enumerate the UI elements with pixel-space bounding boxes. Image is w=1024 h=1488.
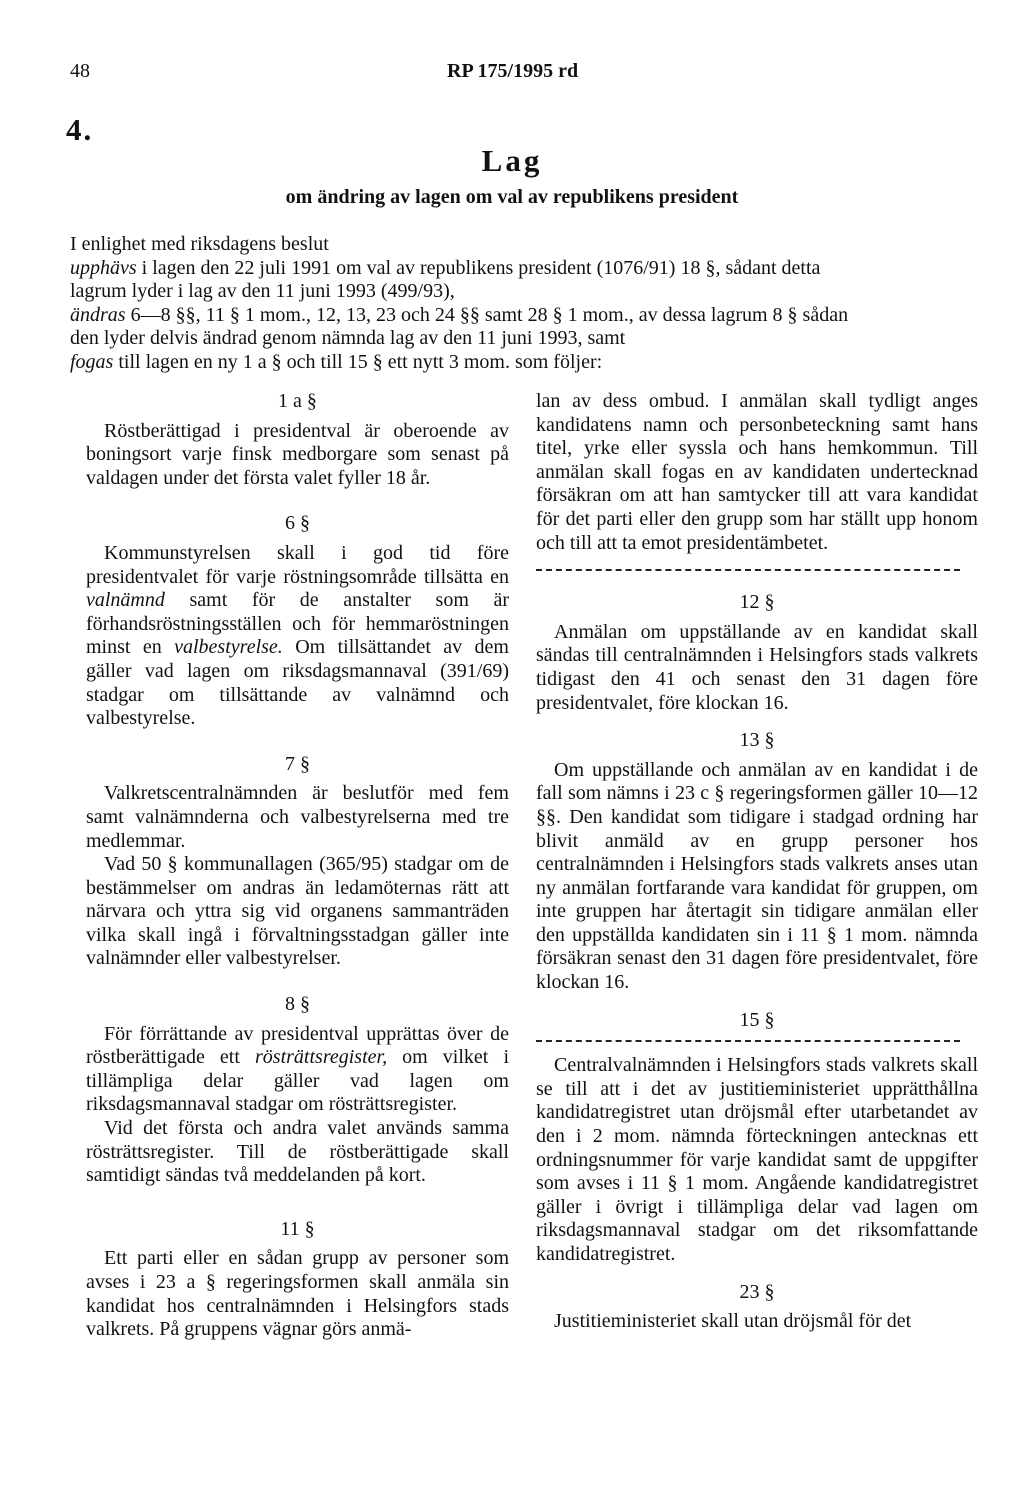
text-run: Kommunstyrelsen skall i god tid före presidentvalet för varje röstningsområde tillsätta en	[86, 541, 509, 588]
italic-term: rösträttsregister,	[255, 1046, 388, 1069]
section-heading: 7 §	[285, 752, 310, 775]
page-number: 48	[70, 60, 90, 82]
law-title: Lag	[481, 143, 543, 178]
section-text: Ett parti eller en sådan grupp av personer som avses i 23 a § regeringsformen skall anmäla sin kandidat hos centralnämnden i Helsingfors stads valkrets. På gruppens vägnar görs anmä-	[86, 1247, 509, 1341]
section-text	[86, 542, 509, 731]
intro-text: 6—8 §§, 11 § 1 mom., 12, 13, 23 och 24 §§ samt 28 § 1 mom., av dessa lagrum 8 § sådan	[125, 303, 849, 326]
intro-line: lagrum lyder i lag av den 11 juni 1993 (499/93),	[70, 280, 455, 303]
text-run: Om tillsättandet av dem gäller vad lagen om riksdagsmannaval (391/69) stadgar om tillsättande av valnämnd och valbestyrelse.	[86, 636, 509, 730]
section-heading: 23 §	[739, 1280, 775, 1303]
section-heading: 13 §	[739, 729, 775, 752]
section-text: Vad 50 § kommunallagen (365/95) stadgar om de bestämmelser om andras än ledamöternas rätt att närvara och yttra sig vid organens sammanträden vilka skall ingå i förvaltningsstadgan gäller inte valnämnder eller valbestyrelser.	[86, 853, 509, 970]
section-text: Valkretscentralnämnden är beslutför med fem samt valnämnderna och valbestyrelserna med tre medlemmar.	[86, 782, 509, 852]
italic-term: fogas	[70, 350, 114, 373]
intro-line: den lyder delvis ändrad genom nämnda lag av den 11 juni 1993, samt	[70, 327, 626, 350]
italic-term: valnämnd	[86, 589, 165, 612]
intro-line	[70, 304, 848, 326]
omission-dashes	[536, 1040, 960, 1044]
section-text: Justitieministeriet skall utan dröjsmål för det	[554, 1310, 912, 1333]
text-run: om vilket i tillämpliga delar gäller vad lagen om riksdagsmannaval stadgar om rösträttsregister.	[86, 1046, 510, 1116]
text-run: För förrättande av presidentval upprättas över de röstberättigade ett	[86, 1022, 509, 1069]
italic-term: upphävs	[70, 256, 137, 279]
intro-line: I enlighet med riksdagens beslut	[70, 233, 329, 255]
section-heading: 8 §	[285, 993, 310, 1016]
left-column	[86, 390, 509, 1342]
document-reference: RP 175/1995 rd	[447, 60, 579, 82]
right-column	[536, 390, 978, 1334]
intro-line	[70, 351, 602, 373]
intro-paragraph	[70, 233, 980, 375]
section-text: Anmälan om uppställande av en kandidat skall sändas till centralnämnden i Helsingfors stads valkrets tidigast den 41 och senast den 31 dagen före presidentvalet, före klockan 16.	[536, 620, 978, 714]
section-text: Om uppställande och anmälan av en kandidat i de fall som nämns i 23 c § regeringsformen gäller 10—12 §§. Den kandidat som tidigare i stadgad ordning har blivit anmäld av en grupp personer hos centralnämnden i Helsingfors stads valkrets anses utan ny anmälan fortfarande vara kandidat för gruppen, om inte gruppen har återtagit sin tidigare anmälan eller den uppställda kandidaten sin i 11 § 1 mom. nämnda försäkran senast den 31 dagen före presidentvalet, före klockan 16.	[536, 758, 978, 994]
intro-text: till lagen en ny 1 a § och till 15 § ett nytt 3 mom. som följer:	[113, 350, 603, 373]
text-run: samt för de anstalter som är förhandsröstningsställen och för hemmaröstningen minst en	[86, 589, 509, 659]
intro-line	[70, 257, 820, 279]
italic-term: ändras	[70, 303, 126, 326]
section-text: Röstberättigad i presidentval är oberoende av boningsort varje finsk medborgare som senast på valdagen under det första valet fyller 18 år.	[86, 419, 509, 489]
section-text	[86, 1023, 509, 1117]
omission-dashes	[536, 569, 960, 573]
section-heading: 1 a §	[278, 390, 317, 412]
italic-term: valbestyrelse.	[174, 636, 283, 659]
intro-text: i lagen den 22 juli 1991 om val av republikens president (1076/91) 18 §, sådant detta	[136, 256, 821, 279]
section-text: Vid det första och andra valet används samma rösträttsregister. Till de röstberättigade skall samtidigt sändas två meddelanden på kort.	[86, 1117, 509, 1187]
item-number: 4.	[66, 112, 94, 147]
section-text: lan av dess ombud. I anmälan skall tydligt anges kandidatens namn och personbeteckning samt hans titel, yrke eller syssla och hans hemkommun. Till anmälan skall fogas en av kandidaten undertecknad försäkran om att han samtycker till att vara kandidat för det parti eller den grupp som har ställt upp honom och till att ta emot presidentämbetet.	[536, 390, 978, 554]
section-heading: 12 §	[739, 591, 775, 614]
section-text: Centralvalnämnden i Helsingfors stads valkrets skall se till att i det av justitieministeriet upprätthållna kandidatregistret utan dröjsmål efter utarbetandet av den i 2 mom. nämnda förteckningen antecknas ett ordningsnummer för varje kandidat samt de uppgifter som avses i 11 § 1 mom. Angående kandidatregistret gäller i övrigt i tillämpliga delar vad lagen om riksdagsmannaval stadgar om det riksomfattande kandidatregistret.	[536, 1054, 978, 1265]
section-heading: 11 §	[280, 1217, 315, 1240]
section-heading: 6 §	[285, 512, 310, 535]
section-heading: 15 §	[739, 1008, 775, 1031]
law-subtitle: om ändring av lagen om val av republikens president	[285, 186, 739, 208]
